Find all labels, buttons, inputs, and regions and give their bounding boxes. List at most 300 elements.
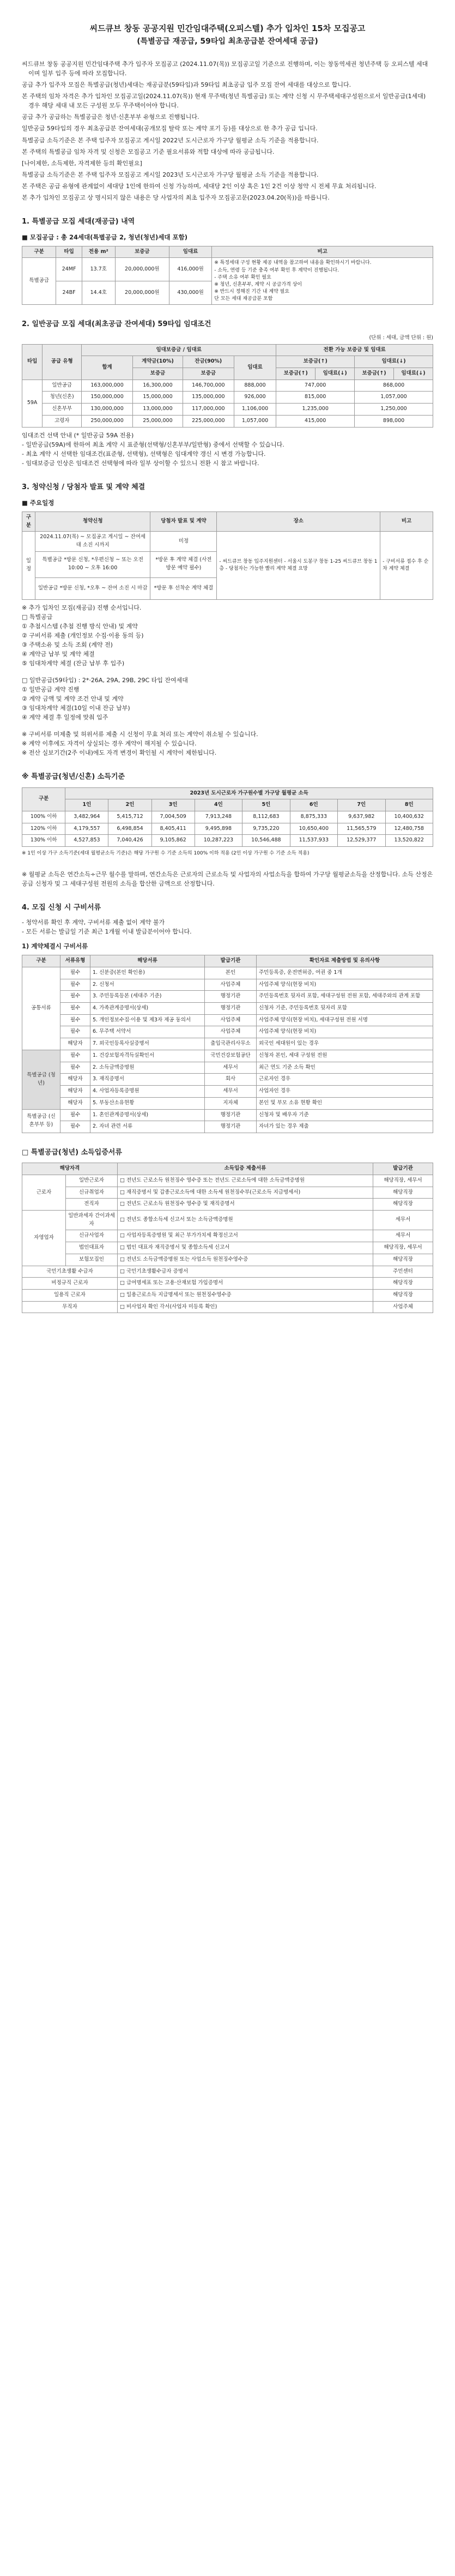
table-cell: 보험모집인 (66, 1254, 118, 1266)
table-cell: 416,000원 (169, 258, 211, 281)
table-cell: 해당직장 (373, 1187, 433, 1199)
table-cell: 4,527,853 (65, 835, 108, 847)
page-subtitle: (특별공급 재공급, 59타입 최초공급분 잔여세대 공급) (137, 37, 318, 46)
table-cell: 3,482,964 (65, 811, 108, 823)
col-header: 보증금(↑) (355, 368, 394, 380)
table-cell: 4. 가족관계증명서(상세) (90, 1003, 205, 1015)
section-2-title: 2. 일반공급 모집 세대(최초공급 잔여세대) 59타입 임대조건 (22, 320, 211, 328)
remark-line: 단 모든 세대 재공급분 포함 (214, 296, 273, 302)
table-cell: 필수 (60, 1014, 90, 1026)
table-cell: 일반과세자 간이과세자 (66, 1210, 118, 1230)
table-cell: 1,057,000 (234, 415, 276, 427)
table-row (22, 1230, 433, 1242)
table-row (22, 1097, 433, 1109)
type-cell: 59A (22, 380, 43, 427)
table-cell: 행정기관 (205, 1003, 257, 1015)
col-header: 타입 (56, 246, 82, 258)
table-row (22, 823, 433, 835)
section-1-location: ■ 모집공급 : 총 24세대(특별공급 2, 청년(청년)세대 포함) (22, 233, 187, 241)
table-cell: 2. 소득금액증명원 (90, 1062, 205, 1074)
note-line: ② 구비서류 제출 (개인정보 수집·이용 동의 등) (22, 631, 144, 639)
table-cell: 청년(신혼) (43, 392, 82, 404)
col-header: 전환 가능 보증금 및 임대료 (276, 344, 433, 356)
table-row (22, 835, 433, 847)
note-line: ③ 임대차계약 체결(10일 이내 잔금 납부) (22, 705, 130, 712)
table-cell: 120% 이하 (22, 823, 65, 835)
table-cell: 20,000,000원 (115, 281, 169, 305)
table-cell: 지자체 (205, 1097, 257, 1109)
table-cell: 4. 사업자등록증명원 (90, 1086, 205, 1098)
table-cell: 행정기관 (205, 1121, 257, 1133)
table-cell: 13,520,822 (385, 835, 433, 847)
col-header: 청약신청 (35, 511, 150, 531)
table-cell: 신청자 및 배우자 기준 (257, 1109, 433, 1121)
table-cell: 국민기초생활 수급자 (22, 1266, 118, 1278)
table-row (22, 1175, 433, 1187)
table-cell: 회사 (205, 1074, 257, 1086)
table-cell: 사업주체 양식(현장 비치), 세대구성원 전원 서명 (257, 1014, 433, 1026)
table-cell: *방문 후 선착순 계약 체결 (150, 577, 217, 599)
col-header: 구분 (22, 511, 35, 531)
general-supply-table (22, 344, 433, 428)
table-cell: 무직자 (22, 1301, 118, 1313)
table-cell: 본인 (205, 967, 257, 979)
col-header: 임대료(↓) (394, 368, 433, 380)
col-header: 1인 (65, 799, 108, 811)
table-cell: 15,000,000 (132, 392, 183, 404)
table-row (22, 404, 433, 416)
section-5-sub: 1) 계약체결시 구비서류 (22, 942, 88, 950)
table-cell: 10,400,632 (385, 811, 433, 823)
table-row (22, 1003, 433, 1015)
table-cell: 필수 (60, 1026, 90, 1038)
remark-line: ※ 특정세대 구성 현황 제공 내역을 참고하여 내용을 확인하시기 바랍니다. (214, 260, 372, 266)
group-cell: 공통서류 (22, 967, 60, 1050)
table-cell: 130% 이하 (22, 835, 65, 847)
page-title: 씨드큐브 창동 공공지원 민간임대주택(오피스텔) 추가 입차인 15차 모집공고 (89, 23, 366, 33)
col-header: 보증금(↑) (276, 356, 355, 368)
section-2-notes (22, 431, 433, 468)
intro-item: 공급 추가 입주자 모집은 특별공급(청년)세대는 재공급분(59타입)과 59타입 최초공급 입주 모집 잔여 세대를 대상으로 합니다. (22, 81, 351, 89)
col-header: 합계 (82, 356, 133, 380)
table-cell: 사업주체 양식(현장 비치) (257, 1026, 433, 1038)
note-line: - 일반공급(59A)에 한하여 최초 계약 시 표준형(선택형/신혼부부/일반형) 중에서 선택할 수 있습니다. (22, 441, 284, 448)
table-cell: 사업주체 (205, 1014, 257, 1026)
table-cell: 해당자 (60, 1038, 90, 1050)
col-header: 구분 (22, 246, 56, 258)
table-cell: □ 국민기초생활수급자 증명서 (118, 1266, 373, 1278)
table-cell: 24MF (56, 258, 82, 281)
table-row (22, 1109, 433, 1121)
table-cell: 해당직장 (373, 1290, 433, 1302)
table-row (22, 380, 433, 392)
table-cell: 20,000,000원 (115, 258, 169, 281)
table-cell: 필수 (60, 1109, 90, 1121)
table-cell: 1,106,000 (234, 404, 276, 416)
section-4-title: ※ 특별공급(청년/신혼) 소득기준 (22, 773, 125, 781)
section-5-title: 4. 모집 신청 시 구비서류 (22, 904, 101, 912)
note-line: - 임대보증금 인상은 임대조건 선택형에 따라 일부 상이할 수 있으니 전환 시 참고 바랍니다. (22, 459, 259, 467)
table-row (22, 1278, 433, 1290)
col-header: 구분 (22, 787, 65, 811)
table-cell: 사업주체 (205, 979, 257, 991)
section-3-sub: ■ 주요일정 (22, 498, 54, 507)
col-header: 당첨자 발표 및 계약 (150, 511, 217, 531)
table-cell: 사업주체 (373, 1301, 433, 1313)
col-header: 보증금 (183, 368, 234, 380)
table-cell: 세무서 (205, 1062, 257, 1074)
table-cell: 9,637,982 (338, 811, 385, 823)
intro-item: 일반공급 59타입의 경우 최초공급분 잔여세대(공개모집 탈락 또는 계약 포기 등)를 대상으로 한 추가 공급 입니다. (22, 125, 318, 133)
col-header: 발급기관 (205, 955, 257, 967)
table-row (22, 991, 433, 1003)
table-cell: 근로자인 경우 (257, 1074, 433, 1086)
table-cell: 10,650,400 (290, 823, 337, 835)
table-cell: 130,000,000 (82, 404, 133, 416)
table-cell: 250,000,000 (82, 415, 133, 427)
table-cell: 세무서 (373, 1210, 433, 1230)
col-header: 임대보증금 / 임대료 (82, 344, 276, 356)
table-cell: 9,495,898 (195, 823, 242, 835)
table-cell: 1. 혼인관계증명서(상세) (90, 1109, 205, 1121)
col-header: 발급기관 (373, 1163, 433, 1175)
table-cell: 888,000 (234, 380, 276, 392)
table-cell: 국민건강보험공단 (205, 1050, 257, 1062)
table-cell: □ 전년도 근로소득 원천징수 영수증 또는 전년도 근로소득에 대한 소득금액증명원 (118, 1175, 373, 1187)
table-cell: 10,287,223 (195, 835, 242, 847)
table-cell: 11,565,579 (338, 823, 385, 835)
table-cell: 일반공급 (43, 380, 82, 392)
col-header: 3인 (151, 799, 195, 811)
table-cell: 9,735,220 (242, 823, 290, 835)
table-cell: 해당직장 (373, 1278, 433, 1290)
table-row (22, 1187, 433, 1199)
group-cell: 특별공급 (신혼부부 등) (22, 1109, 60, 1133)
col-header: 보증금 (132, 368, 183, 380)
table-cell: 특별공급 (22, 258, 56, 304)
table-row (22, 1242, 433, 1254)
table-row (22, 415, 433, 427)
table-cell: 868,000 (355, 380, 433, 392)
col-header: 비고 (380, 511, 433, 531)
table-row (22, 392, 433, 404)
table-cell: 2. 자녀 관련 서류 (90, 1121, 205, 1133)
table-cell: 1,235,000 (276, 404, 355, 416)
table-cell: 4,179,557 (65, 823, 108, 835)
table-row (22, 258, 433, 281)
group-cell: 특별공급 (청년) (22, 1050, 60, 1109)
table-cell: 7,040,426 (108, 835, 151, 847)
col-header: 임대료(↓) (316, 368, 355, 380)
table-row (22, 979, 433, 991)
table-row (22, 1086, 433, 1098)
table-cell: □ 일용근로소득 지급명세서 또는 원천징수영수증 (118, 1290, 373, 1302)
intro-item: 본 추가 입차인 모집공고 상 명시되지 않은 내용은 당 사업자의 최초 입주자 모집공고문(2023.04.20(목))을 따릅니다. (22, 194, 330, 201)
table-cell: 필수 (60, 967, 90, 979)
col-header: 전용 m² (82, 246, 115, 258)
table-cell: 117,000,000 (183, 404, 234, 416)
col-header: 임대료 (234, 356, 276, 380)
table-row (22, 1199, 433, 1211)
col-header: 타입 (22, 344, 43, 380)
table-cell: 12,480,758 (385, 823, 433, 835)
table-row (22, 1121, 433, 1133)
col-header: 해당자격 (22, 1163, 118, 1175)
table-cell: 14.4호 (82, 281, 115, 305)
col-header: 보증금(↑) (276, 368, 316, 380)
note-line: □ 일반공급(59타입) : 2*·26A, 29A, 29B, 29C 타입 잔여세대 (22, 676, 188, 684)
col-header: 2인 (108, 799, 151, 811)
col-header: 구분 (22, 955, 60, 967)
table-row (22, 811, 433, 823)
table-cell: 신규사업자 (66, 1230, 118, 1242)
table-cell: 필수 (60, 991, 90, 1003)
table-cell: 사업주체 양식(현장 비치) (257, 979, 433, 991)
col-header: 임대료(↓) (355, 356, 433, 368)
table-cell: 146,700,000 (183, 380, 234, 392)
income-table (22, 787, 433, 847)
table-cell: 사업주체 (205, 1026, 257, 1038)
table-cell: 전직자 (66, 1199, 118, 1211)
remark-line: ※ 반드시 정해진 기간 내 계약 필요 (214, 288, 289, 294)
table-cell: 13,000,000 (132, 404, 183, 416)
table-cell: 24BF (56, 281, 82, 305)
table-cell: 주민등록번호 뒷자리 포함, 세대구성원 전원 포함, 세대주와의 관계 포함 (257, 991, 433, 1003)
table-cell: 본인 및 부모 소유 현황 확인 (257, 1097, 433, 1109)
documents-table (22, 955, 433, 1133)
note-line: ② 계약 금액 및 계약 조건 안내 및 계약 (22, 695, 124, 703)
table-cell: 세무서 (373, 1230, 433, 1242)
table-cell: 필수 (60, 979, 90, 991)
col-header: 잔금(90%) (183, 356, 234, 368)
table-row (22, 1301, 433, 1313)
table-cell: 필수 (60, 1003, 90, 1015)
table-cell: 163,000,000 (82, 380, 133, 392)
table-cell: 25,000,000 (132, 415, 183, 427)
table-cell: 해당직장, 세무서 (373, 1175, 433, 1187)
table-cell: 출입국관리사무소 (205, 1038, 257, 1050)
table-cell: 5,415,712 (108, 811, 151, 823)
table-cell: □ 법인 대표자 재직증명서 및 종합소득세 신고서 (118, 1242, 373, 1254)
table-row (22, 1038, 433, 1050)
table-cell: 주민센터 (373, 1266, 433, 1278)
table-row (22, 532, 433, 551)
col-header: 4인 (195, 799, 242, 811)
table-cell: 10,546,488 (242, 835, 290, 847)
table-cell: 특별공급 *방문 신청, *우편신청 ~ 또는 오전 10:00 ~ 오후 16:00 (35, 551, 150, 577)
table-cell: 815,000 (276, 392, 355, 404)
table-cell: 5. 개인정보수집·이용 및 제3자 제공 동의서 (90, 1014, 205, 1026)
table-cell: □ 급여명세표 또는 고용·산재보험 가입증명서 (118, 1278, 373, 1290)
note-line: ④ 계약 체결 후 일정에 맞춰 입주 (22, 714, 108, 721)
table-cell: 16,300,000 (132, 380, 183, 392)
table-cell: 미정 (150, 532, 217, 551)
table-cell: 150,000,000 (82, 392, 133, 404)
table-cell: 3. 주민등록등본 (세대주 기준) (90, 991, 205, 1003)
note-line: ※ 계약 이후에도 자격이 상실되는 경우 계약이 해지될 수 있습니다. (22, 740, 197, 748)
table-cell: 9,105,862 (151, 835, 195, 847)
table-cell: 해당자 (60, 1097, 90, 1109)
table-cell: □ 전년도 소득금액증명원 또는 사업소득 원천징수영수증 (118, 1254, 373, 1266)
table-cell: 신혼부부 (43, 404, 82, 416)
note-line: ※ 구비서류 미제출 및 허위서류 제출 시 신청이 무효 처리 또는 계약이 취소될 수 있습니다. (22, 731, 258, 738)
table-row (22, 1210, 433, 1230)
table-cell: 필수 (60, 1050, 90, 1062)
table-row (22, 1266, 433, 1278)
col-header: 소득입증 제출서류 (118, 1163, 373, 1175)
table-cell: 필수 (60, 1062, 90, 1074)
table-cell: 신청자 본인, 세대 구성원 전원 (257, 1050, 433, 1062)
table-cell: 자영업자 (22, 1210, 66, 1266)
table-cell: 1. 신분증(본인 확인용) (90, 967, 205, 979)
col-header: 비고 (212, 246, 433, 258)
income-proof-table (22, 1163, 433, 1313)
table-cell: 해당자 (60, 1086, 90, 1098)
remark-line: - 주택 소유 여부 확인 필요 (214, 274, 271, 280)
table-row (22, 1074, 433, 1086)
remark-line: - 소득, 연령 등 기준 충족 여부 확인 후 계약이 진행됩니다. (214, 267, 339, 273)
col-header: 해당서류 (90, 955, 205, 967)
table-cell: 7,004,509 (151, 811, 195, 823)
table-cell: 행정기관 (205, 991, 257, 1003)
remarks-cell (212, 258, 433, 304)
table-cell: 해당직장, 세무서 (373, 1242, 433, 1254)
table-cell: 고령자 (43, 415, 82, 427)
note-line: ③ 주택소유 및 소득 조회 (계약 전) (22, 641, 113, 648)
intro-item: 본 주택의 특별공급 임차 자격 및 신청은 모집공고 기준 필요서류와 적합 대상에 따라 공급됩니다. (22, 148, 275, 155)
table-cell: 해당직장 (373, 1199, 433, 1211)
table-cell: 해당자 (60, 1074, 90, 1086)
table-cell: 자녀가 있는 경우 제출 (257, 1121, 433, 1133)
table-cell: 필수 (60, 1121, 90, 1133)
table-cell: 100% 이하 (22, 811, 65, 823)
note-line: ※ 전산 실보기간(2주 이내)에도 자격 변경이 확인될 시 계약이 제한됩니다. (22, 749, 217, 757)
table-cell: 외국인 세대원이 있는 경우 (257, 1038, 433, 1050)
col-header: 계약금(10%) (132, 356, 183, 368)
col-header: 공급 유형 (43, 344, 82, 380)
section-3-steps (22, 603, 433, 758)
section-6-title: □ 특별공급(청년) 소득입증서류 (22, 1148, 122, 1157)
col-header: 장소 (217, 511, 380, 531)
col-header: 5인 (242, 799, 290, 811)
table-cell: 1,057,000 (355, 392, 433, 404)
table-row (22, 1062, 433, 1074)
unit-label: (단위 : 세대, 금액 단위 : 원) (369, 334, 433, 341)
note-line: ⑤ 임대차계약 체결 (잔금 납부 후 입주) (22, 659, 125, 667)
special-supply-table (22, 246, 433, 305)
table-cell: 11,537,933 (290, 835, 337, 847)
note-line: ① 일반공급 계약 진행 (22, 686, 80, 694)
table-cell: 일반근로자 (66, 1175, 118, 1187)
schedule-table (22, 511, 433, 600)
section-1-title: 1. 특별공급 모집 세대(재공급) 내역 (22, 217, 135, 226)
note-line: - 청약서류 확인 후 계약, 구비서류 제출 없이 계약 불가 (22, 919, 165, 926)
table-cell: 행정기관 (205, 1109, 257, 1121)
table-cell: - 씨드큐브 창동 입주지원센터 - 서울시 도봉구 창동 1-25 씨드큐브 창동 1층 - 당첨자는 가능한 빨리 계약 체결 요망 (217, 532, 380, 599)
table-cell: 8,112,683 (242, 811, 290, 823)
table-cell: 135,000,000 (183, 392, 234, 404)
table-cell: □ 사업자등록증명원 및 최근 부가가치세 확정신고서 (118, 1230, 373, 1242)
table-cell: 비정규직 근로자 (22, 1278, 118, 1290)
table-cell: 1,250,000 (355, 404, 433, 416)
note-line: ※ 추가 입차인 모집(재공급) 진행 순서입니다. (22, 604, 142, 611)
col-header: 2023년 도시근로자 가구원수별 가구당 월평균 소득 (65, 787, 433, 799)
note-line: □ 특별공급 (22, 613, 53, 621)
col-header: 6인 (290, 799, 337, 811)
table-row (22, 1254, 433, 1266)
col-header: 7인 (338, 799, 385, 811)
table-cell: 일용직 근로자 (22, 1290, 118, 1302)
table-cell: □ 전년도 근로소득 원천징수 영수증 및 재직증명서 (118, 1199, 373, 1211)
table-cell: □ 전년도 종합소득세 신고서 또는 소득금액증명원 (118, 1210, 373, 1230)
table-cell: 법인대표자 (66, 1242, 118, 1254)
section-5-pre (22, 918, 433, 936)
table-cell: 세무서 (205, 1086, 257, 1098)
note-line: ④ 계약금 납부 및 계약 체결 (22, 650, 95, 658)
table-cell: 2. 신청서 (90, 979, 205, 991)
intro-item: 본 주택의 임차 자격은 추가 입차인 모집공고일(2024.11.07(목)) 현재 무주택(청년 특별공급) 또는 계약 신청 시 무주택세대구성원으로서 일반공급(1세대) 경우 해당 세대 내 모든 구성원 모두 무주택이어야 합니다. (22, 93, 426, 110)
table-cell: 최근 연도 기준 소득 확인 (257, 1062, 433, 1074)
table-cell: 7. 외국인등록사실증명서 (90, 1038, 205, 1050)
table-cell: 신청자 기준, 주민등록번호 뒷자리 포함 (257, 1003, 433, 1015)
intro-item: 공급 추가 공급하는 특별공급은 청년·신혼부부 유형으로 진행됩니다. (22, 113, 199, 121)
intro-item: 특별공급 소득기준은 본 주택 입주자 모집공고 게시일 2023년 도시근로자 가구당 월평균 소득 기준을 적용합니다. (22, 171, 319, 178)
section-3-title: 3. 청약신청 / 당첨자 발표 및 계약 체결 (22, 483, 145, 491)
table-cell: 8,405,411 (151, 823, 195, 835)
table-cell: *방문 후 계약 체결 (사전 방문 예약 필수) (150, 551, 217, 577)
table-cell: 13.7호 (82, 258, 115, 281)
table-cell: 사업자인 경우 (257, 1086, 433, 1098)
table-cell: 7,913,248 (195, 811, 242, 823)
intro-item: [나이제한, 소득제한, 자격제한 등의 확인필요] (22, 159, 142, 167)
col-header: 서류유형 (60, 955, 90, 967)
table-row (22, 967, 433, 979)
income-explanation: ※ 월평균 소득은 연간소득÷근무 월수를 말하며, 연간소득은 근로자의 근로소득 및 사업자의 사업소득을 합하여 가구당 월평균소득을 산정합니다. 소득 산정은 공급 신청자 및 그 세대구성원 전원의 소득을 합산한 금액으로 산정합니다. (22, 871, 433, 888)
table-cell: 1. 건강보험자격득실확인서 (90, 1050, 205, 1062)
table-cell: □ 재직증명서 및 갑종근로소득에 대한 소득세 원천징수부(근로소득 지급명세서) (118, 1187, 373, 1199)
table-cell: 2024.11.07(목) ~ 모집공고 게시일 ~ 잔여세대 소진 시까지 (35, 532, 150, 551)
table-cell: 747,000 (276, 380, 355, 392)
intro-section (22, 59, 433, 202)
table-row (22, 1050, 433, 1062)
table-cell: 415,000 (276, 415, 355, 427)
table-cell: □ 비사업자 확인 각서(사업자 미등록 확인) (118, 1301, 373, 1313)
table-row (22, 1014, 433, 1026)
table-cell: - 구비서류 접수 후 순차 계약 체결 (380, 532, 433, 599)
intro-item: 본 주택은 공급 유형에 관계없이 세대당 1인에 한하여 신청 가능하며, 세대당 2인 이상 혹은 1인 2건 이상 청약 시 전체 무효 처리됩니다. (22, 182, 377, 190)
table-cell: 신규취업자 (66, 1187, 118, 1199)
col-header: 8인 (385, 799, 433, 811)
intro-item: 씨드큐브 창동 공공지원 민간임대주택 추가 입주자 모집공고 (2024.11.07(목)) 모집공고일 기준으로 진행하며, 이는 창동역세권 청년주택 등 오피스텔 세대이며 일부 입주 등에 따라 모집합니다. (22, 61, 428, 77)
table-cell: 926,000 (234, 392, 276, 404)
note-line: 임대조건 선택 안내 (* 일반공급 59A 전용) (22, 431, 134, 439)
col-header: 보증금 (115, 246, 169, 258)
remark-line: ※ 청년, 신혼부부, 계약 시 공급가격 상이 (214, 281, 302, 287)
table-cell: 430,000원 (169, 281, 211, 305)
table-row (22, 1026, 433, 1038)
table-cell: 주민등록증, 운전면허증, 여권 중 1개 (257, 967, 433, 979)
note-line: - 모든 서류는 발급일 기준 최근 1개월 이내 발급분이어야 합니다. (22, 928, 192, 936)
col-header: 확인자료 제출방법 및 유의사항 (257, 955, 433, 967)
table-cell: 12,529,377 (338, 835, 385, 847)
table-cell: 898,000 (355, 415, 433, 427)
income-note: ※ 1인 이상 가구 소득기준(세대 월평균소득 기준)은 해당 가구원 수 기준 소득의 100% 이하 적용 (2인 이상 가구원 수 기준 소득 적용) (22, 851, 310, 857)
table-cell: 근로자 (22, 1175, 66, 1210)
table-cell: 6,498,854 (108, 823, 151, 835)
table-cell: 해당직장 (373, 1254, 433, 1266)
intro-item: 특별공급 소득기준은 본 주택 입주자 모집공고 게시일 2022년 도시근로자 가구당 월평균 소득 기준을 적용합니다. (22, 136, 319, 144)
table-cell: 3. 재직증명서 (90, 1074, 205, 1086)
